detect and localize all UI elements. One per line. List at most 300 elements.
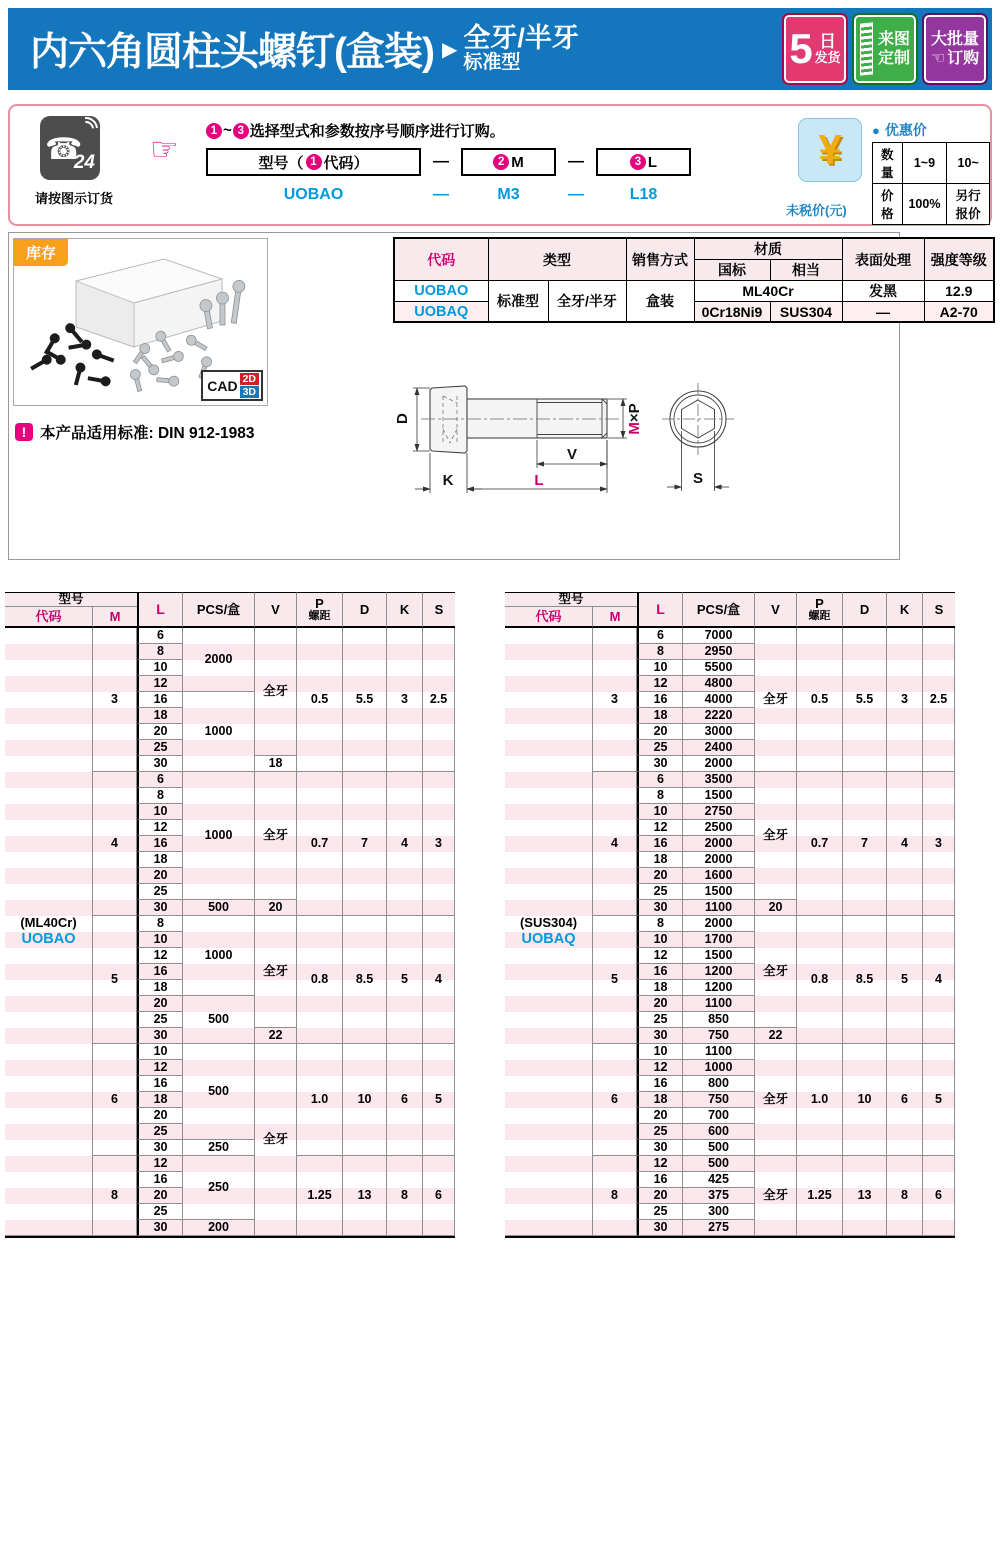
cell-pcs: 2950: [683, 644, 755, 660]
cell-pcs: 2000: [683, 836, 755, 852]
cell-v: 20: [755, 900, 797, 916]
cell-v: 全牙: [755, 1044, 797, 1156]
spec-header-sale: 销售方式: [626, 238, 694, 281]
cell-pcs: 1500: [683, 788, 755, 804]
pointing-hand-icon: [150, 130, 179, 168]
cell-p: 0.8: [797, 916, 843, 1044]
spec-strength-2: A2-70: [924, 302, 994, 323]
cell-pcs: 4000: [683, 692, 755, 708]
discount-price-title: ● 优惠价: [872, 120, 927, 140]
series-code: UOBAO: [21, 931, 76, 948]
cell-l: 10: [137, 660, 183, 676]
cell-l: 8: [637, 916, 683, 932]
cell-v: 20: [255, 900, 297, 916]
cad-3d-button[interactable]: 3D: [240, 386, 259, 398]
cell-pcs: 700: [683, 1108, 755, 1124]
price-value-2: 另行报价: [947, 184, 990, 225]
circled-1-icon: 1: [206, 123, 222, 139]
badge-5day-number: 5: [789, 25, 813, 72]
cell-l: 12: [137, 676, 183, 692]
spec-header-strength: 强度等级: [924, 238, 994, 281]
spec-strength-1: 12.9: [924, 281, 994, 302]
phone-24-label: 24: [73, 152, 95, 173]
cell-l: 30: [137, 1028, 183, 1044]
cell-l: 16: [137, 836, 183, 852]
cell-pcs: 2750: [683, 804, 755, 820]
dim-label-mxp: M×P: [626, 403, 643, 435]
cell-p: 0.8: [297, 916, 343, 1044]
header-pitch: P 螺距: [797, 592, 843, 628]
cell-pcs: 1200: [683, 980, 755, 996]
spec-material-1: ML40Cr: [694, 281, 842, 302]
header-k: K: [887, 592, 923, 628]
cell-l: 16: [637, 1172, 683, 1188]
cell-pcs: 850: [683, 1012, 755, 1028]
cell-d: 7: [343, 772, 387, 916]
cell-k: 4: [387, 772, 423, 916]
banner-badges: [782, 13, 988, 85]
cell-l: 16: [637, 964, 683, 980]
cell-l: 30: [137, 1140, 183, 1156]
spec-material-equiv-2: SUS304: [770, 302, 842, 323]
cell-l: 20: [637, 868, 683, 884]
qty-range-2: 10~: [947, 143, 990, 184]
cell-k: 5: [387, 916, 423, 1044]
header-model: 型号: [5, 592, 137, 607]
cell-p: 1.25: [797, 1156, 843, 1236]
cell-s: 4: [423, 916, 455, 1044]
cell-l: 18: [637, 980, 683, 996]
cell-v: 全牙: [255, 1044, 297, 1236]
cell-l: 20: [137, 868, 183, 884]
cell-l: 12: [637, 820, 683, 836]
part-number-example: [206, 186, 691, 204]
cell-l: 16: [137, 692, 183, 708]
cell-m: 6: [93, 1044, 137, 1156]
circled-3-icon: 3: [233, 123, 249, 139]
cell-pcs: 800: [683, 1076, 755, 1092]
cell-l: 6: [137, 772, 183, 788]
cell-l: 30: [637, 1140, 683, 1156]
cell-l: 25: [137, 740, 183, 756]
untaxed-price-label: 未税价(元): [786, 203, 847, 218]
cell-pcs: 1100: [683, 1044, 755, 1060]
stock-badge: 库存: [14, 239, 68, 266]
price-value-1: 100%: [902, 184, 947, 225]
cell-s: 5: [423, 1044, 455, 1156]
cell-l: 12: [137, 948, 183, 964]
example-size: M3: [497, 186, 520, 203]
header-pcs-per-box: PCS/盒: [683, 592, 755, 628]
cell-pcs: 500: [183, 1044, 255, 1140]
length-box: [596, 148, 691, 176]
cell-d: 10: [843, 1044, 887, 1156]
cell-v: 全牙: [255, 628, 297, 756]
table-row: [505, 628, 955, 644]
model-code-post: 代码）: [323, 154, 369, 172]
header-pitch: P 螺距: [297, 592, 343, 628]
cell-pcs: 1500: [683, 884, 755, 900]
cell-pcs: 600: [683, 1124, 755, 1140]
cell-l: 18: [637, 852, 683, 868]
hand-icon: [931, 49, 945, 68]
cell-l: 20: [137, 1108, 183, 1124]
info-icon: !: [15, 423, 33, 441]
cell-pcs: 500: [183, 996, 255, 1044]
circled-3-icon: 3: [630, 154, 646, 170]
spec-material-gb-2: 0Cr18Ni9: [694, 302, 770, 323]
header-s: S: [423, 592, 455, 628]
qty-range-1: 1~9: [902, 143, 947, 184]
badge-5day-day: 日: [819, 31, 837, 51]
dim-label-k: K: [442, 472, 454, 489]
cell-d: 10: [343, 1044, 387, 1156]
cell-pcs: 425: [683, 1172, 755, 1188]
cell-pcs: 3500: [683, 772, 755, 788]
circled-2-icon: 2: [493, 154, 509, 170]
spec-type-thread: 全牙/半牙: [548, 281, 626, 323]
cell-d: 7: [843, 772, 887, 916]
header-code: 代码: [505, 607, 593, 628]
badge-bulk-line2: 订购: [947, 50, 980, 67]
page-title: 内六角圆柱头螺钉(盒装): [30, 31, 434, 74]
length-label: L: [647, 153, 658, 171]
phone-24h-icon: [40, 116, 100, 180]
cell-l: 16: [637, 692, 683, 708]
material-note: (ML40Cr): [20, 915, 77, 931]
cell-l: 8: [137, 916, 183, 932]
cell-l: 25: [137, 1204, 183, 1220]
cell-l: 20: [137, 1188, 183, 1204]
cell-pcs: 1100: [683, 996, 755, 1012]
cell-m: 4: [593, 772, 637, 916]
cell-l: 25: [637, 884, 683, 900]
spec-code-uobao: UOBAO: [394, 281, 488, 302]
spec-surface-2: —: [842, 302, 924, 323]
order-by-diagram-label: 请按图示订货: [34, 191, 113, 206]
cell-k: 6: [387, 1044, 423, 1156]
cell-p: 0.7: [797, 772, 843, 916]
cell-l: 25: [637, 1204, 683, 1220]
cad-badge: [201, 370, 263, 401]
header-code: 代码: [5, 607, 93, 628]
model-code-box: [206, 148, 421, 176]
cell-pcs: 275: [683, 1220, 755, 1236]
cell-l: 16: [137, 1076, 183, 1092]
discount-price-table: [872, 142, 990, 225]
example-code: UOBAO: [283, 186, 344, 203]
series-code: UOBAQ: [521, 931, 576, 948]
header-model: 型号: [505, 592, 637, 607]
example-length: L18: [629, 186, 658, 203]
spec-header-surface: 表面处理: [842, 238, 924, 281]
dash: —: [568, 186, 584, 203]
cell-l: 12: [637, 676, 683, 692]
header-d: D: [843, 592, 887, 628]
cell-pcs: 200: [183, 1220, 255, 1236]
cell-v: 全牙: [255, 916, 297, 1028]
cell-v: 22: [755, 1028, 797, 1044]
cell-pcs: 3000: [683, 724, 755, 740]
cell-l: 10: [637, 804, 683, 820]
cell-v: 全牙: [755, 628, 797, 772]
cell-m: 4: [93, 772, 137, 916]
cell-s: 2.5: [423, 628, 455, 772]
cell-s: 3: [423, 772, 455, 916]
cell-p: 1.0: [797, 1044, 843, 1156]
header-d: D: [343, 592, 387, 628]
cell-l: 12: [637, 948, 683, 964]
cell-l: 12: [637, 1060, 683, 1076]
cell-pcs: 750: [683, 1028, 755, 1044]
cell-k: 5: [887, 916, 923, 1044]
spec-header-material: 材质: [694, 238, 842, 260]
instruction-text: 选择型式和参数按序号顺序进行订购。: [249, 123, 505, 140]
cell-p: 1.0: [297, 1044, 343, 1156]
cell-pcs: 1500: [683, 948, 755, 964]
cell-p: 0.7: [297, 772, 343, 916]
ordering-instruction: [206, 120, 505, 141]
dim-label-d: D: [394, 413, 411, 424]
cell-l: 30: [137, 1220, 183, 1236]
cell-v: 18: [255, 756, 297, 772]
cell-p: 1.25: [297, 1156, 343, 1236]
cell-pcs: 7000: [683, 628, 755, 644]
cell-k: 6: [887, 1044, 923, 1156]
cell-l: 30: [637, 900, 683, 916]
cell-pcs: 2000: [183, 628, 255, 692]
cell-l: 20: [637, 996, 683, 1012]
cell-l: 25: [637, 1124, 683, 1140]
badge-bulk-line1: 大批量: [930, 30, 979, 48]
cell-l: 25: [637, 740, 683, 756]
cell-k: 4: [887, 772, 923, 916]
cell-l: 8: [637, 644, 683, 660]
cell-m: 8: [93, 1156, 137, 1236]
thread-size-box: [461, 148, 556, 176]
cell-l: 30: [137, 900, 183, 916]
size-table-uobaq: [505, 592, 955, 1238]
cell-k: 8: [387, 1156, 423, 1236]
page-subtitle: [463, 24, 579, 74]
cell-l: 16: [137, 964, 183, 980]
dash: —: [568, 153, 584, 170]
cell-l: 20: [637, 1188, 683, 1204]
cell-d: 8.5: [343, 916, 387, 1044]
cell-k: 3: [887, 628, 923, 772]
cell-pcs: 375: [683, 1188, 755, 1204]
cell-v: 22: [255, 1028, 297, 1044]
model-code-pre: 型号（: [258, 154, 304, 172]
cell-l: 10: [137, 1044, 183, 1060]
qty-label: 数量: [873, 143, 903, 184]
cell-v: 全牙: [255, 772, 297, 900]
spec-header-equiv: 相当: [770, 260, 842, 281]
header-v: V: [755, 592, 797, 628]
cell-pcs: 2000: [683, 756, 755, 772]
table-row: [394, 302, 994, 323]
header-m: M: [593, 607, 637, 628]
cell-l: 16: [137, 1172, 183, 1188]
spec-surface-1: 发黑: [842, 281, 924, 302]
cell-l: 18: [137, 708, 183, 724]
cell-m: 6: [593, 1044, 637, 1156]
cell-pcs: 1700: [683, 932, 755, 948]
cell-l: 18: [637, 708, 683, 724]
table-row: [394, 238, 994, 260]
cell-pcs: 250: [183, 1156, 255, 1220]
cad-2d-button[interactable]: 2D: [240, 373, 259, 385]
cell-pcs: 500: [683, 1156, 755, 1172]
dim-label-s: S: [692, 470, 704, 487]
subtitle-standard-type: 标准型: [463, 52, 521, 74]
cell-l: 20: [137, 996, 183, 1012]
cell-s: 3: [923, 772, 955, 916]
badge-custom-drawing: [852, 13, 918, 85]
cell-l: 16: [637, 1076, 683, 1092]
cell-pcs: 500: [683, 1140, 755, 1156]
spec-table: [393, 237, 995, 323]
cell-l: 12: [137, 1060, 183, 1076]
cell-l: 6: [637, 772, 683, 788]
cell-pcs: 1200: [683, 964, 755, 980]
header-row: [505, 592, 955, 607]
cell-pcs: 1100: [683, 900, 755, 916]
cad-label: CAD: [207, 377, 238, 394]
ruler-icon: [860, 22, 873, 75]
header-length: L: [137, 592, 183, 628]
cell-l: 25: [137, 1124, 183, 1140]
cell-pcs: 1000: [183, 692, 255, 772]
dim-label-v: V: [566, 446, 578, 463]
tilde: ~: [223, 122, 232, 139]
cell-codecell: [5, 628, 93, 1236]
cell-v: 全牙: [755, 916, 797, 1028]
cell-pcs: 2220: [683, 708, 755, 724]
cell-m: 8: [593, 1156, 637, 1236]
cell-pcs: 2500: [683, 820, 755, 836]
cell-d: 5.5: [343, 628, 387, 772]
cell-k: 3: [387, 628, 423, 772]
cell-pcs: 2400: [683, 740, 755, 756]
cell-s: 4: [923, 916, 955, 1044]
cell-l: 18: [137, 980, 183, 996]
subtitle-thread-type: 全牙/半牙: [463, 23, 579, 54]
standard-note-text: 本产品适用标准: DIN 912-1983: [40, 425, 255, 442]
cell-l: 30: [637, 1028, 683, 1044]
cell-p: 0.5: [297, 628, 343, 772]
cell-pcs: 500: [183, 900, 255, 916]
yen-price-icon: [798, 118, 862, 182]
cell-pcs: 5500: [683, 660, 755, 676]
cell-l: 10: [637, 1044, 683, 1060]
cell-l: 20: [637, 724, 683, 740]
ordering-guide-box: [8, 104, 992, 226]
header-pcs-per-box: PCS/盒: [183, 592, 255, 628]
part-number-builder: [206, 148, 691, 176]
badge-custom-line1: 来图: [877, 30, 910, 48]
thread-size-label: M: [511, 153, 524, 171]
cell-l: 30: [137, 756, 183, 772]
cell-d: 13: [843, 1156, 887, 1236]
cell-v: 全牙: [755, 1156, 797, 1236]
cell-pcs: 2000: [683, 916, 755, 932]
cell-l: 12: [137, 820, 183, 836]
table-row: [873, 184, 990, 225]
header-k: K: [387, 592, 423, 628]
screw-technical-drawing: [387, 351, 887, 556]
circled-1-icon: 1: [306, 154, 322, 170]
cell-s: 6: [423, 1156, 455, 1236]
product-photo: [13, 238, 268, 406]
cell-k: 8: [887, 1156, 923, 1236]
cell-l: 10: [637, 932, 683, 948]
badge-custom-line2: 定制: [877, 50, 910, 67]
cell-l: 6: [137, 628, 183, 644]
cell-m: 5: [93, 916, 137, 1044]
cell-d: 5.5: [843, 628, 887, 772]
cell-m: 3: [93, 628, 137, 772]
standard-note: [15, 421, 254, 443]
spec-header-type: 类型: [488, 238, 626, 281]
badge-bulk-order: [922, 13, 988, 85]
cell-l: 25: [637, 1012, 683, 1028]
yen-symbol: ¥: [818, 126, 842, 173]
cell-l: 10: [637, 660, 683, 676]
cell-l: 8: [137, 788, 183, 804]
table-row: [5, 628, 455, 644]
cell-pcs: 1600: [683, 868, 755, 884]
cell-l: 12: [637, 1156, 683, 1172]
cell-l: 25: [137, 884, 183, 900]
cell-codecell: [505, 628, 593, 1236]
cell-l: 18: [137, 1092, 183, 1108]
badge-5day-label: 发货: [814, 50, 841, 66]
cell-pcs: 750: [683, 1092, 755, 1108]
table-row: [394, 281, 994, 302]
header-v: V: [255, 592, 297, 628]
spec-header-gb: 国标: [694, 260, 770, 281]
cell-v: 全牙: [755, 772, 797, 900]
cell-pcs: 250: [183, 1140, 255, 1156]
spec-header-code: 代码: [394, 238, 488, 281]
cell-s: 6: [923, 1156, 955, 1236]
cell-l: 25: [137, 1012, 183, 1028]
cell-pcs: 300: [683, 1204, 755, 1220]
cell-l: 6: [637, 628, 683, 644]
cell-s: 5: [923, 1044, 955, 1156]
dash: —: [433, 153, 449, 170]
cell-l: 18: [637, 1092, 683, 1108]
dim-label-l: L: [534, 472, 544, 489]
cell-d: 8.5: [843, 916, 887, 1044]
page-banner: [8, 8, 992, 90]
cell-l: 20: [137, 724, 183, 740]
header-row: [5, 592, 455, 607]
cell-pcs: 1000: [183, 916, 255, 996]
badge-5day-shipping: [782, 13, 848, 85]
spec-sale-method: 盒装: [626, 281, 694, 323]
cell-pcs: 2000: [683, 852, 755, 868]
cell-l: 10: [137, 804, 183, 820]
cell-m: 5: [593, 916, 637, 1044]
material-note: (SUS304): [519, 915, 578, 931]
spec-type-std: 标准型: [488, 281, 548, 323]
cell-l: 18: [137, 852, 183, 868]
spec-code-uobaq: UOBAQ: [394, 302, 488, 323]
cell-l: 12: [137, 1156, 183, 1172]
price-label: 价格: [873, 184, 903, 225]
